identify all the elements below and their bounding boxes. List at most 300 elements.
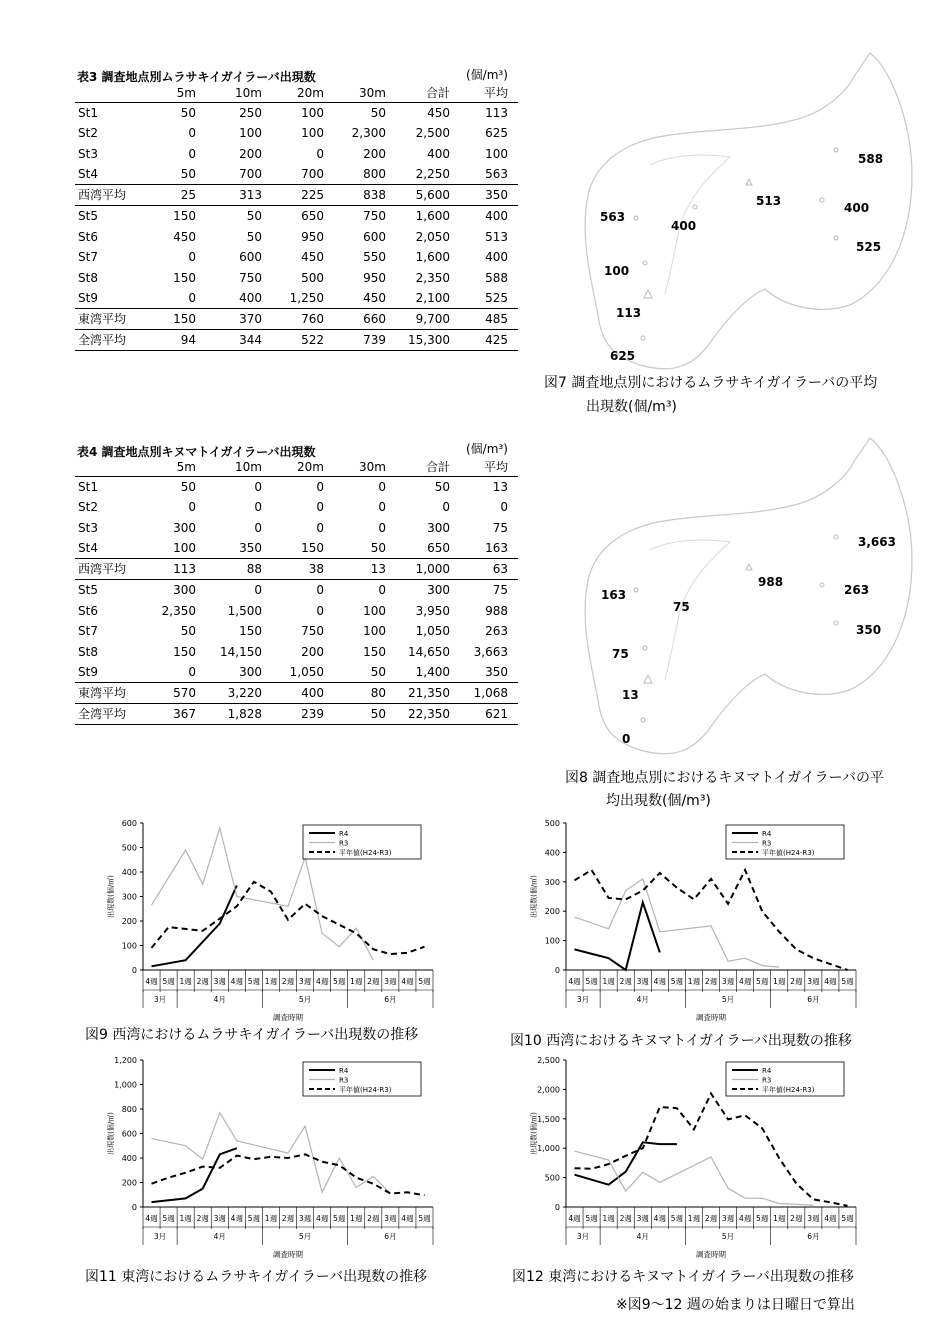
- table-cell: 113: [150, 559, 206, 580]
- x-tick-label: 5週: [162, 977, 175, 986]
- column-header: 10m: [235, 460, 262, 474]
- table-cell: 0: [188, 500, 196, 515]
- table-cell: 350: [460, 185, 518, 206]
- table-cell: 600: [363, 229, 386, 244]
- chart-plot: [106, 1056, 433, 1259]
- row-label: St2: [78, 500, 98, 515]
- table-cell: 100: [272, 103, 334, 124]
- y-tick-label: 800: [121, 1105, 137, 1114]
- series-line-r4: [575, 1142, 677, 1184]
- table-cell: 500: [301, 270, 324, 285]
- table-cell: 367: [150, 704, 206, 725]
- chart-fig9: [85, 815, 445, 1025]
- x-tick-label: 4週: [824, 1214, 837, 1223]
- table-cell: 988: [485, 603, 508, 618]
- y-tick-label: 600: [121, 1129, 137, 1139]
- row-label: St3: [78, 520, 98, 535]
- row-label: St5: [75, 580, 150, 601]
- table-cell: 300: [173, 520, 196, 535]
- table-cell: 25: [150, 185, 206, 206]
- x-tick-label: 5週: [418, 977, 431, 986]
- x-tick-label: 4週: [315, 1214, 329, 1223]
- series-line-r4: [575, 902, 660, 970]
- table-row: [75, 518, 518, 539]
- y-tick-label: 0: [131, 966, 137, 975]
- x-tick-label: 2週: [367, 977, 380, 986]
- table-cell: 0: [188, 250, 196, 265]
- x-tick-label: 2週: [704, 977, 718, 986]
- table-cell: 1,600: [415, 250, 450, 265]
- column-header: 30m: [359, 86, 386, 100]
- table-cell: 2,100: [415, 291, 450, 306]
- table-cell: 450: [301, 250, 324, 265]
- table-cell: 1,828: [206, 704, 272, 725]
- table-cell: 660: [334, 309, 396, 330]
- x-tick-label: 4週: [230, 977, 243, 986]
- legend-entry: 平年値(H24-R3): [339, 849, 392, 857]
- x-tick-label: 1週: [602, 977, 615, 986]
- chart-fig12-caption: 図12 東湾におけるキヌマトイガイラーバ出現数の推移: [512, 1269, 854, 1285]
- x-tick-label: 4週: [145, 977, 158, 986]
- x-tick-label: 3週: [636, 977, 649, 986]
- y-tick-label: 400: [121, 1154, 137, 1163]
- x-tick-label: 5週: [333, 1214, 346, 1223]
- table-cell: 50: [396, 477, 460, 498]
- y-axis-label: 出現数(個/㎥): [107, 875, 115, 918]
- y-tick-label: 100: [121, 941, 137, 951]
- table-cell: 9,700: [396, 309, 460, 330]
- x-tick-label: 3週: [384, 977, 397, 986]
- y-tick-label: 0: [554, 1203, 560, 1212]
- table-cell: 88: [206, 559, 272, 580]
- table-cell: 22,350: [396, 704, 460, 725]
- table-row: [75, 309, 518, 330]
- table-row: [75, 683, 518, 704]
- x-tick-label: 5週: [841, 977, 854, 986]
- map8-caption: 図8 調査地点別におけるキヌマトイガイラーバの平: [565, 770, 884, 786]
- row-label: St8: [78, 644, 98, 659]
- table-cell: 1,400: [415, 665, 450, 680]
- chart-fig12: [508, 1052, 868, 1262]
- x-tick-label: 1週: [264, 977, 278, 986]
- table-cell: 13: [460, 477, 518, 498]
- table-cell: 250: [206, 103, 272, 124]
- y-axis-label: 出現数(個/㎥): [107, 1112, 115, 1155]
- x-tick-label: 3週: [636, 1214, 649, 1223]
- y-tick-label: 600: [121, 819, 137, 828]
- table-cell: 485: [460, 309, 518, 330]
- x-tick-label: 3週: [807, 1214, 820, 1223]
- x-tick-label: 3週: [298, 977, 312, 986]
- x-tick-label: 5週: [418, 1214, 431, 1223]
- x-axis-label: 調査時期: [273, 1013, 303, 1022]
- table-row: [75, 704, 518, 725]
- table-cell: 0: [316, 500, 324, 515]
- column-header: 30m: [359, 460, 386, 474]
- y-tick-label: 500: [121, 843, 137, 853]
- x-tick-label: 4週: [738, 977, 752, 986]
- table-cell: 113: [460, 103, 518, 124]
- table-cell: 550: [363, 250, 386, 265]
- x-tick-label: 5週: [670, 1214, 684, 1223]
- table-cell: 3,220: [206, 683, 272, 704]
- table-row: [75, 662, 518, 683]
- x-tick-label: 3週: [384, 1214, 397, 1223]
- table-cell: 2,350: [415, 270, 450, 285]
- legend-entry: R4: [762, 830, 772, 838]
- table-cell: 522: [272, 330, 334, 351]
- table-cell: 739: [334, 330, 396, 351]
- y-tick-label: 500: [544, 1173, 560, 1183]
- y-tick-label: 2,000: [537, 1085, 560, 1095]
- x-tick-label: 2週: [704, 1214, 718, 1223]
- table-row: [75, 600, 518, 621]
- month-label: 6月: [384, 1232, 397, 1241]
- row-label: St4: [78, 167, 98, 182]
- y-tick-label: 1,200: [114, 1056, 137, 1065]
- table-cell: 100: [301, 126, 324, 141]
- x-tick-label: 4週: [230, 1214, 243, 1223]
- table-cell: 450: [396, 103, 460, 124]
- table-cell: 50: [334, 103, 396, 124]
- table-cell: 0: [254, 500, 262, 515]
- table-cell: 13: [334, 559, 396, 580]
- column-header: 平均: [483, 86, 508, 100]
- table-cell: 513: [485, 229, 508, 244]
- table-cell: 0: [316, 146, 324, 161]
- y-tick-label: 0: [131, 1203, 137, 1212]
- table-cell: 750: [239, 270, 262, 285]
- table-cell: 350: [485, 665, 508, 680]
- table-cell: 400: [239, 291, 262, 306]
- month-label: 3月: [153, 1232, 167, 1241]
- row-label: St1: [75, 103, 150, 124]
- x-tick-label: 5週: [756, 1214, 769, 1223]
- table-row: [75, 103, 518, 124]
- table-cell: 200: [239, 146, 262, 161]
- map8-label: 75: [612, 647, 629, 661]
- row-label: St6: [78, 603, 98, 618]
- table-cell: 50: [180, 624, 196, 639]
- month-label: 3月: [576, 995, 590, 1004]
- table-cell: 370: [206, 309, 272, 330]
- table-cell: 1,000: [396, 559, 460, 580]
- table-row: [75, 559, 518, 580]
- y-tick-label: 500: [544, 819, 560, 828]
- row-label: St7: [78, 624, 98, 639]
- table-cell: 400: [427, 146, 450, 161]
- chart-fig10-caption: 図10 西湾におけるキヌマトイガイラーバ出現数の推移: [510, 1033, 852, 1049]
- table-cell: 1,068: [460, 683, 518, 704]
- map7-label: 100: [604, 264, 630, 278]
- column-header: 合計: [425, 460, 450, 474]
- month-label: 6月: [384, 995, 397, 1004]
- legend-entry: R4: [339, 830, 349, 838]
- x-tick-label: 2週: [790, 977, 803, 986]
- month-label: 3月: [576, 1232, 590, 1241]
- column-header: 10m: [235, 86, 262, 100]
- x-tick-label: 1週: [602, 1214, 615, 1223]
- table-row: [75, 580, 518, 601]
- table-cell: 300: [396, 580, 460, 601]
- table-cell: 300: [427, 520, 450, 535]
- x-tick-label: 5週: [585, 977, 598, 986]
- x-tick-label: 3週: [807, 977, 820, 986]
- table-row: [75, 268, 518, 289]
- legend-entry: R4: [339, 1067, 349, 1075]
- x-tick-label: 2週: [196, 1214, 209, 1223]
- x-tick-label: 4週: [401, 977, 414, 986]
- table-cell: 3,950: [415, 603, 450, 618]
- legend-entry: 平年値(H24-R3): [762, 849, 815, 857]
- table-cell: 350: [239, 541, 262, 556]
- map7-caption-line2: 出現数(個/m³): [586, 399, 677, 415]
- table-row: [75, 621, 518, 642]
- x-tick-label: 4週: [653, 977, 666, 986]
- footnote: ※図9～12 週の始まりは日曜日で算出: [616, 1297, 855, 1313]
- table-cell: 150: [150, 206, 206, 227]
- x-tick-label: 4週: [653, 1214, 666, 1223]
- row-label: 西湾平均: [75, 559, 150, 580]
- y-tick-label: 0: [554, 966, 560, 975]
- map7-label: 400: [844, 201, 870, 215]
- y-tick-label: 2,500: [537, 1056, 560, 1065]
- table-cell: 0: [316, 603, 324, 618]
- chart-fig10: [508, 815, 868, 1025]
- x-axis-label: 調査時期: [696, 1013, 726, 1022]
- table-cell: 1,500: [227, 603, 262, 618]
- table-cell: 0: [188, 126, 196, 141]
- table-cell: 50: [150, 103, 206, 124]
- table-cell: 3,663: [473, 644, 508, 659]
- table-row: [75, 123, 518, 144]
- x-axis-label: 調査時期: [696, 1250, 726, 1259]
- table-cell: 150: [150, 309, 206, 330]
- x-tick-label: 3週: [721, 1214, 735, 1223]
- map7-caption: 図7 調査地点別におけるムラサキイガイラーバの平均: [544, 375, 878, 391]
- chart-fig11-caption: 図11 東湾におけるムラサキイガイラーバ出現数の推移: [85, 1269, 428, 1285]
- table-cell: 313: [206, 185, 272, 206]
- table-cell: 50: [206, 206, 272, 227]
- row-label: St9: [78, 665, 98, 680]
- table-cell: 225: [272, 185, 334, 206]
- map8-label: 988: [758, 575, 784, 589]
- table-cell: 94: [150, 330, 206, 351]
- month-label: 4月: [636, 1232, 649, 1241]
- table-cell: 2,350: [161, 603, 196, 618]
- series-line-r3: [575, 1151, 814, 1205]
- table-cell: 0: [188, 291, 196, 306]
- table-cell: 750: [334, 206, 396, 227]
- table3-title: 表3 調査地点別ムラサキイガイラーバ出現数: [77, 70, 316, 84]
- table-cell: 2,500: [415, 126, 450, 141]
- table-cell: 0: [188, 146, 196, 161]
- table-cell: 63: [460, 559, 518, 580]
- x-tick-label: 1週: [264, 1214, 278, 1223]
- map7-label: 563: [600, 210, 626, 224]
- legend-entry: R3: [762, 1076, 772, 1085]
- row-label: St1: [75, 477, 150, 498]
- table-cell: 14,150: [220, 644, 262, 659]
- table-cell: 239: [272, 704, 334, 725]
- x-tick-label: 3週: [213, 1214, 226, 1223]
- table-cell: 150: [173, 270, 196, 285]
- table-row: [75, 164, 518, 185]
- table-cell: 600: [239, 250, 262, 265]
- row-label: St2: [78, 126, 98, 141]
- series-line-average: [152, 882, 425, 954]
- table-row: [75, 642, 518, 663]
- table-cell: 150: [239, 624, 262, 639]
- y-tick-label: 300: [544, 877, 560, 887]
- map8-caption-line2: 均出現数(個/m³): [606, 793, 711, 809]
- table-cell: 525: [485, 291, 508, 306]
- table-row: [75, 206, 518, 227]
- row-label: St9: [78, 291, 98, 306]
- table-cell: 344: [206, 330, 272, 351]
- x-tick-label: 2週: [281, 1214, 295, 1223]
- row-label: 全湾平均: [75, 330, 150, 351]
- table-cell: 650: [272, 206, 334, 227]
- table-cell: 80: [334, 683, 396, 704]
- table-cell: 570: [150, 683, 206, 704]
- row-label: 東湾平均: [75, 683, 150, 704]
- table-cell: 50: [180, 167, 196, 182]
- row-label: St5: [75, 206, 150, 227]
- x-tick-label: 4週: [824, 977, 837, 986]
- row-label: St3: [78, 146, 98, 161]
- legend-entry: R3: [339, 1076, 349, 1085]
- table-cell: 0: [188, 665, 196, 680]
- table-cell: 5,600: [396, 185, 460, 206]
- map8-label: 13: [622, 688, 639, 702]
- x-tick-label: 4週: [315, 977, 329, 986]
- table-cell: 75: [460, 580, 518, 601]
- table-cell: 200: [363, 146, 386, 161]
- table-cell: 800: [363, 167, 386, 182]
- month-label: 4月: [213, 995, 226, 1004]
- table-cell: 100: [173, 541, 196, 556]
- table-cell: 150: [363, 644, 386, 659]
- x-tick-label: 5週: [756, 977, 769, 986]
- table3: [75, 84, 518, 351]
- table-cell: 0: [442, 500, 450, 515]
- table-cell: 425: [460, 330, 518, 351]
- y-tick-label: 400: [544, 848, 560, 858]
- chart-fig9-caption: 図9 西湾におけるムラサキイガイラーバ出現数の推移: [85, 1027, 419, 1043]
- month-label: 6月: [807, 995, 820, 1004]
- series-line-r3: [152, 1113, 391, 1194]
- x-tick-label: 1週: [773, 1214, 786, 1223]
- y-tick-label: 1,000: [537, 1144, 560, 1154]
- x-tick-label: 2週: [281, 977, 295, 986]
- x-tick-label: 3週: [721, 977, 735, 986]
- map8-label: 263: [844, 583, 870, 597]
- y-axis-label: 出現数(個/㎥): [530, 875, 538, 918]
- table-cell: 0: [316, 520, 324, 535]
- legend-entry: 平年値(H24-R3): [339, 1086, 392, 1094]
- table-cell: 100: [363, 603, 386, 618]
- x-axis-label: 調査時期: [273, 1250, 303, 1259]
- x-tick-label: 5週: [841, 1214, 854, 1223]
- table-cell: 50: [246, 229, 262, 244]
- x-tick-label: 4週: [401, 1214, 414, 1223]
- chart-plot: [529, 1056, 856, 1259]
- table-row: [75, 226, 518, 247]
- month-label: 5月: [721, 995, 735, 1004]
- series-line-r4: [152, 886, 237, 967]
- table-cell: 0: [272, 477, 334, 498]
- map7-label: 113: [616, 306, 642, 320]
- table-row: [75, 497, 518, 518]
- table-cell: 400: [460, 206, 518, 227]
- x-tick-label: 2週: [196, 977, 209, 986]
- map8-label: 163: [601, 588, 627, 602]
- table-row: [75, 330, 518, 351]
- table-cell: 838: [334, 185, 396, 206]
- table-cell: 50: [370, 665, 386, 680]
- x-tick-label: 4週: [738, 1214, 752, 1223]
- table-cell: 760: [272, 309, 334, 330]
- series-line-average: [575, 1094, 848, 1206]
- table-cell: 1,050: [415, 624, 450, 639]
- table4-unit: (個/m³): [466, 442, 508, 456]
- table-cell: 0: [206, 477, 272, 498]
- table-cell: 2,300: [351, 126, 386, 141]
- y-tick-label: 100: [544, 936, 560, 946]
- column-header: 合計: [425, 86, 450, 100]
- x-tick-label: 4週: [568, 977, 581, 986]
- table-cell: 21,350: [396, 683, 460, 704]
- map8-label: 3,663: [858, 535, 896, 549]
- table-cell: 2,050: [415, 229, 450, 244]
- row-label: 西湾平均: [75, 185, 150, 206]
- table-cell: 100: [363, 624, 386, 639]
- table-cell: 0: [206, 580, 272, 601]
- map7-label: 400: [671, 219, 697, 233]
- x-tick-label: 1週: [773, 977, 786, 986]
- table-cell: 650: [427, 541, 450, 556]
- table-cell: 0: [334, 477, 396, 498]
- table-cell: 700: [301, 167, 324, 182]
- chart-fig11: [85, 1052, 445, 1262]
- x-tick-label: 1週: [687, 977, 701, 986]
- table-cell: 150: [173, 644, 196, 659]
- table-cell: 950: [363, 270, 386, 285]
- series-line-r4: [152, 1148, 237, 1202]
- table4: [75, 458, 518, 725]
- table-cell: 1,600: [396, 206, 460, 227]
- table-cell: 100: [485, 146, 508, 161]
- map8-label: 350: [856, 623, 882, 637]
- table-cell: 300: [239, 665, 262, 680]
- table4-title: 表4 調査地点別キヌマトイガイラーバ出現数: [77, 445, 316, 459]
- x-tick-label: 5週: [247, 1214, 261, 1223]
- table-cell: 1,050: [289, 665, 324, 680]
- table-row: [75, 144, 518, 165]
- legend-entry: R3: [339, 839, 349, 848]
- table-cell: 15,300: [396, 330, 460, 351]
- legend-entry: R3: [762, 839, 772, 848]
- row-label: St4: [78, 541, 98, 556]
- map7-label: 513: [756, 194, 782, 208]
- legend-entry: R4: [762, 1067, 772, 1075]
- column-header: 5m: [176, 86, 196, 100]
- month-label: 4月: [213, 1232, 226, 1241]
- column-header: [75, 458, 150, 477]
- x-tick-label: 1週: [687, 1214, 701, 1223]
- legend-entry: 平年値(H24-R3): [762, 1086, 815, 1094]
